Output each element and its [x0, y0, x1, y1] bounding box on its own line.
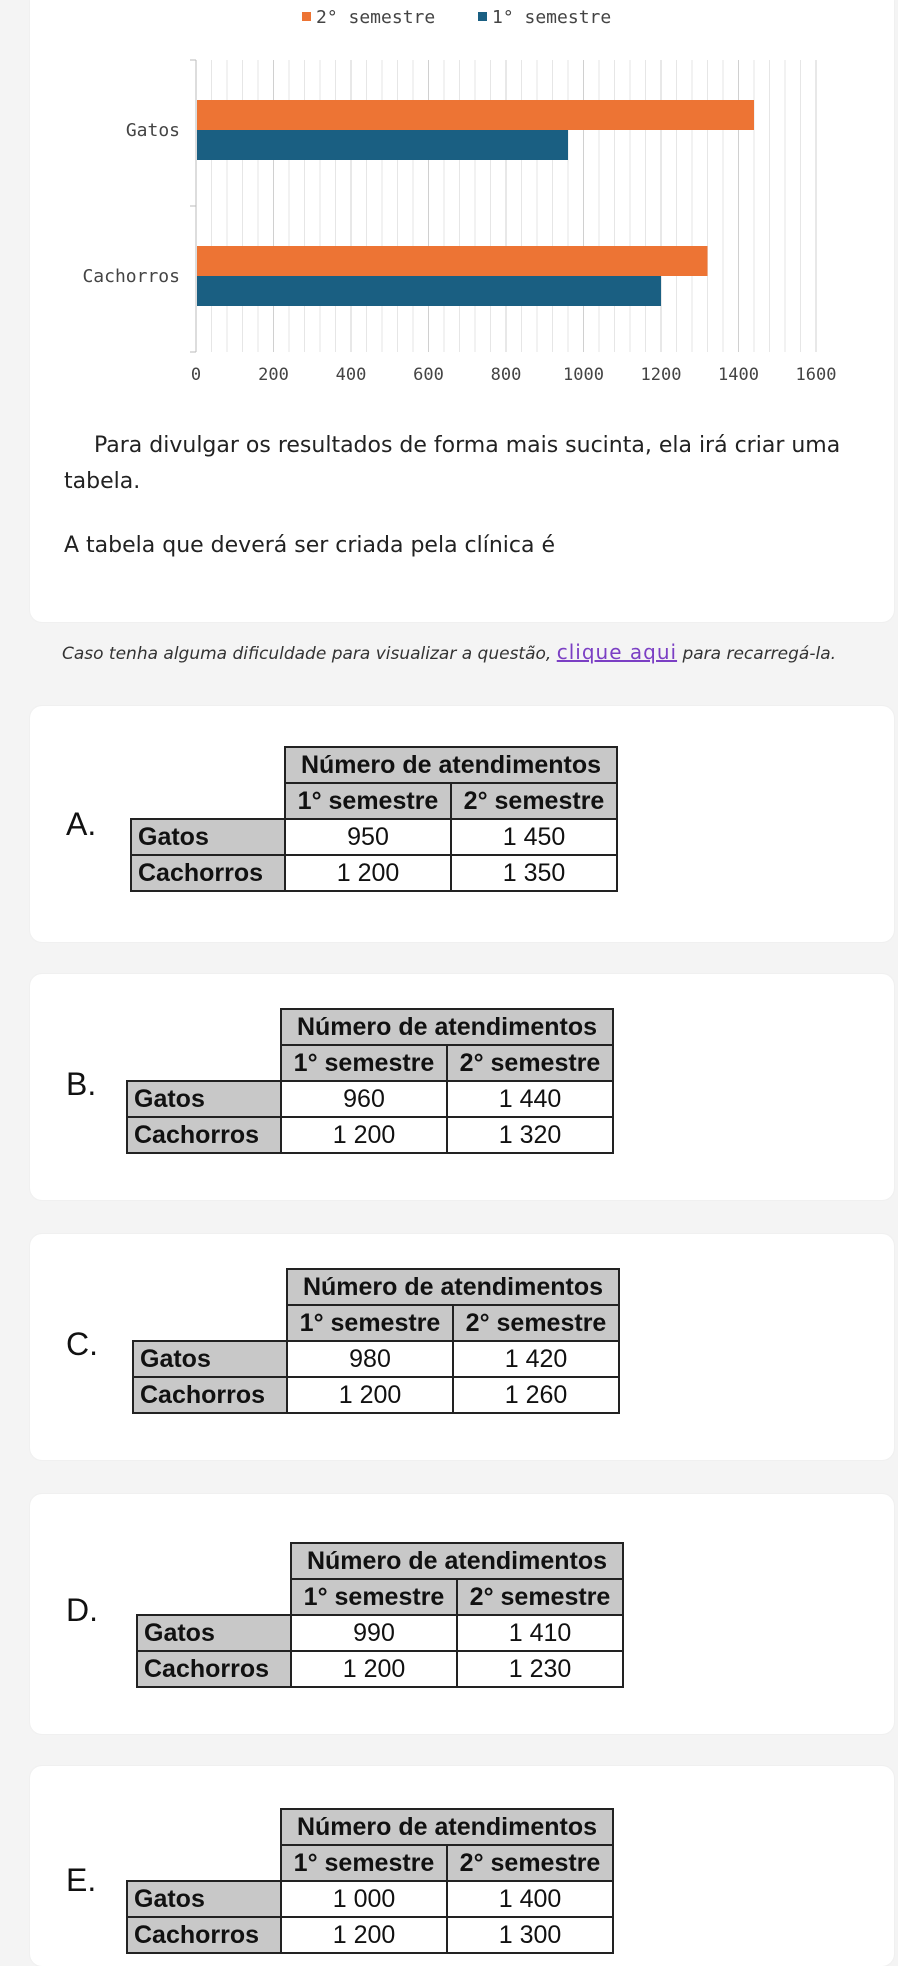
- table-title: Número de atendimentos: [287, 1269, 619, 1305]
- reload-note: [0, 640, 898, 664]
- x-tick-label: 1000: [563, 365, 604, 385]
- question-prompt: A tabela que deverá ser criada pela clínica é: [64, 533, 556, 558]
- col-header-2: 2° semestre: [453, 1305, 619, 1341]
- col-header-2: 2° semestre: [457, 1579, 623, 1615]
- x-tick-label: 400: [335, 365, 367, 385]
- cell-cachorros-1: 1 200: [291, 1651, 457, 1687]
- bar-chart: [30, 0, 890, 400]
- option-table: [130, 746, 618, 892]
- legend-label: 1° semestre: [492, 7, 612, 28]
- x-tick-label: 800: [490, 365, 522, 385]
- col-header-2: 2° semestre: [447, 1045, 613, 1081]
- cell-gatos-2: 1 410: [457, 1615, 623, 1651]
- bar: [197, 100, 754, 130]
- x-tick-label: 1200: [640, 365, 682, 385]
- row-label-gatos: Gatos: [131, 819, 285, 855]
- cell-gatos-2: 1 420: [453, 1341, 619, 1377]
- row-label-cachorros: Cachorros: [133, 1377, 287, 1413]
- question-paragraph: Para divulgar os resultados de forma mais sucinta, ela irá criar uma tabela.: [64, 433, 841, 494]
- x-tick-label: 0: [190, 365, 202, 385]
- x-tick-label: 1400: [718, 365, 759, 385]
- legend-swatch: [302, 12, 311, 21]
- category-label: Gatos: [125, 120, 180, 141]
- reload-prefix: Caso tenha alguma dificuldade para visualizar a questão,: [61, 644, 557, 664]
- option-card-d[interactable]: [30, 1494, 894, 1734]
- option-letter: D.: [66, 1592, 98, 1628]
- category-label: Cachorros: [82, 266, 180, 287]
- col-header-1: 1° semestre: [291, 1579, 457, 1615]
- option-table: [136, 1542, 624, 1688]
- legend-swatch: [478, 12, 487, 21]
- option-letter: A.: [66, 806, 97, 842]
- cell-gatos-1: 960: [281, 1081, 447, 1117]
- cell-gatos-2: 1 450: [451, 819, 617, 855]
- row-label-gatos: Gatos: [137, 1615, 291, 1651]
- col-header-1: 1° semestre: [281, 1045, 447, 1081]
- bar: [197, 130, 568, 160]
- col-header-1: 1° semestre: [287, 1305, 453, 1341]
- option-table: [126, 1808, 614, 1954]
- table-title: Número de atendimentos: [281, 1009, 613, 1045]
- row-label-gatos: Gatos: [127, 1881, 281, 1917]
- bar: [197, 246, 708, 276]
- cell-cachorros-1: 1 200: [285, 855, 451, 891]
- col-header-2: 2° semestre: [447, 1845, 613, 1881]
- col-header-1: 1° semestre: [285, 783, 451, 819]
- row-label-cachorros: Cachorros: [131, 855, 285, 891]
- row-label-cachorros: Cachorros: [127, 1917, 281, 1953]
- option-card-a[interactable]: [30, 706, 894, 942]
- option-letter: C.: [66, 1326, 98, 1362]
- cell-cachorros-2: 1 320: [447, 1117, 613, 1153]
- reload-link[interactable]: clique aqui: [556, 640, 678, 664]
- option-table: [132, 1268, 620, 1414]
- row-label-cachorros: Cachorros: [137, 1651, 291, 1687]
- cell-cachorros-2: 1 260: [453, 1377, 619, 1413]
- table-title: Número de atendimentos: [281, 1809, 613, 1845]
- option-card-c[interactable]: [30, 1234, 894, 1460]
- table-title: Número de atendimentos: [291, 1543, 623, 1579]
- x-tick-label: 600: [413, 365, 444, 385]
- row-label-gatos: Gatos: [133, 1341, 287, 1377]
- row-label-cachorros: Cachorros: [127, 1117, 281, 1153]
- reload-suffix: para recarregá-la.: [677, 644, 837, 664]
- table-title: Número de atendimentos: [285, 747, 617, 783]
- col-header-1: 1° semestre: [281, 1845, 447, 1881]
- option-card-e[interactable]: [30, 1766, 894, 1966]
- bar: [197, 276, 661, 306]
- x-tick-label: 200: [258, 365, 289, 385]
- row-label-gatos: Gatos: [127, 1081, 281, 1117]
- cell-gatos-1: 980: [287, 1341, 453, 1377]
- cell-gatos-1: 1 000: [281, 1881, 447, 1917]
- option-table: [126, 1008, 614, 1154]
- cell-gatos-1: 990: [291, 1615, 457, 1651]
- cell-cachorros-2: 1 350: [451, 855, 617, 891]
- cell-gatos-1: 950: [285, 819, 451, 855]
- option-letter: E.: [66, 1862, 97, 1898]
- cell-cachorros-2: 1 230: [457, 1651, 623, 1687]
- cell-cachorros-1: 1 200: [287, 1377, 453, 1413]
- cell-cachorros-1: 1 200: [281, 1117, 447, 1153]
- x-tick-label: 1600: [795, 365, 837, 385]
- col-header-2: 2° semestre: [451, 783, 617, 819]
- legend-label: 2° semestre: [316, 7, 436, 28]
- cell-gatos-2: 1 440: [447, 1081, 613, 1117]
- cell-gatos-2: 1 400: [447, 1881, 613, 1917]
- question-card: [30, 0, 894, 622]
- cell-cachorros-2: 1 300: [447, 1917, 613, 1953]
- option-letter: B.: [66, 1066, 97, 1102]
- option-card-b[interactable]: [30, 974, 894, 1200]
- cell-cachorros-1: 1 200: [281, 1917, 447, 1953]
